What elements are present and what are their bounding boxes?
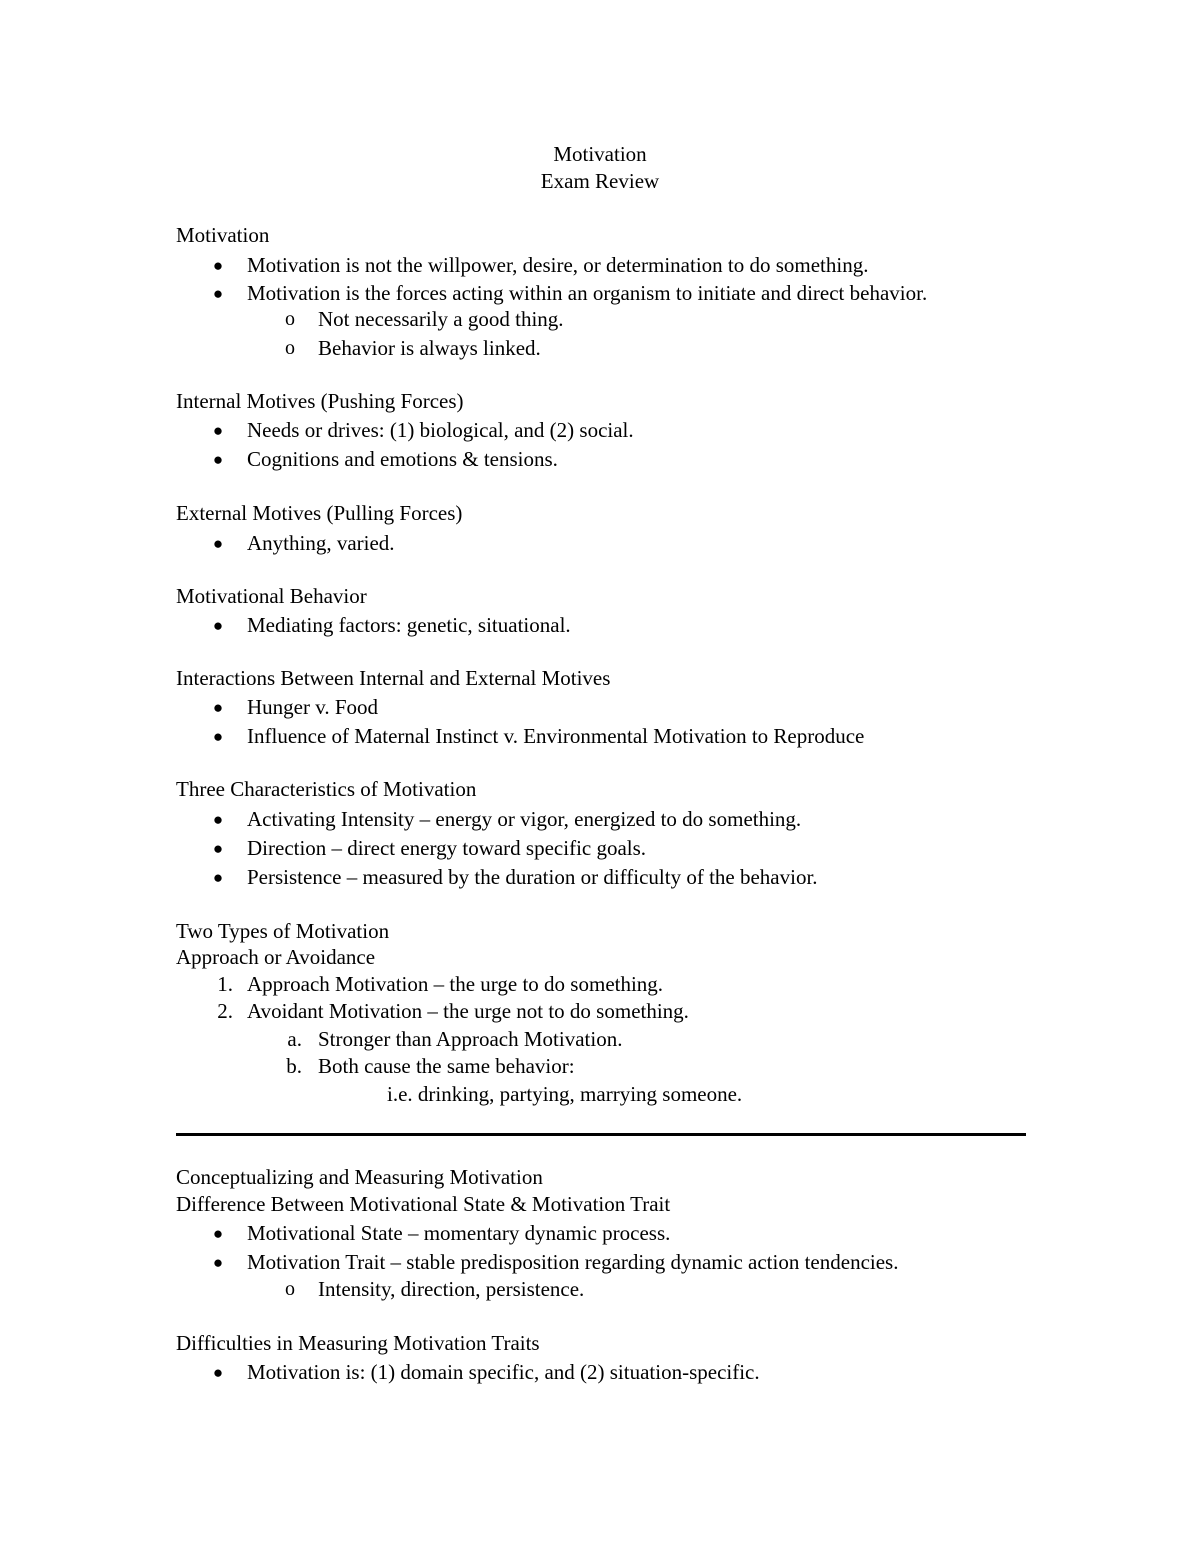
list-item: Avoidant Motivation – the urge not to do something. (247, 999, 689, 1023)
list-item: Activating Intensity – energy or vigor, energized to do something. (247, 807, 802, 831)
section-heading-motivation: Motivation (176, 223, 270, 247)
section-heading-conceptualizing: Conceptualizing and Measuring Motivation (176, 1165, 543, 1189)
sub-list-item: Behavior is always linked. (318, 336, 541, 360)
circle-bullet-icon: o (285, 337, 295, 359)
section-subheading-approach-avoidance: Approach or Avoidance (176, 945, 376, 969)
bullet-icon: ● (212, 1253, 224, 1272)
sub-list-item: Intensity, direction, persistence. (318, 1277, 585, 1301)
section-heading-motivational-behavior: Motivational Behavior (176, 584, 367, 608)
list-letter: b. (286, 1054, 302, 1078)
bullet-icon: ● (212, 1224, 224, 1243)
page-subtitle: Exam Review (540, 169, 660, 193)
sub-list-item: Not necessarily a good thing. (318, 307, 564, 331)
list-item: Influence of Maternal Instinct v. Environmental Motivation to Reproduce (247, 724, 865, 748)
bullet-icon: ● (212, 868, 224, 887)
list-item: Motivation Trait – stable predisposition regarding dynamic action tendencies. (247, 1250, 899, 1274)
list-item: Motivational State – momentary dynamic process. (247, 1221, 671, 1245)
sub-list-item: Both cause the same behavior: (318, 1054, 575, 1078)
bullet-icon: ● (212, 284, 224, 303)
list-item: Needs or drives: (1) biological, and (2) social. (247, 418, 634, 442)
list-item: Cognitions and emotions & tensions. (247, 447, 558, 471)
bullet-icon: ● (212, 421, 224, 440)
page-title: Motivation (553, 142, 647, 166)
bullet-icon: ● (212, 616, 224, 635)
list-item: Anything, varied. (247, 531, 395, 555)
list-letter: a. (287, 1027, 302, 1051)
list-item: Direction – direct energy toward specific goals. (247, 836, 647, 860)
section-heading-internal-motives: Internal Motives (Pushing Forces) (176, 389, 464, 413)
bullet-icon: ● (212, 727, 224, 746)
list-item: Approach Motivation – the urge to do something. (247, 972, 664, 996)
section-heading-three-characteristics: Three Characteristics of Motivation (176, 777, 477, 801)
list-number: 2. (217, 999, 233, 1023)
bullet-icon: ● (212, 450, 224, 469)
list-number: 1. (217, 972, 233, 996)
horizontal-divider (176, 1133, 1026, 1136)
list-item: Motivation is the forces acting within an organism to initiate and direct behavior. (247, 281, 928, 305)
section-heading-difficulties: Difficulties in Measuring Motivation Traits (176, 1331, 540, 1355)
bullet-icon: ● (212, 698, 224, 717)
title-block (0, 141, 1200, 195)
list-item: Motivation is: (1) domain specific, and (2) situation-specific. (247, 1360, 760, 1384)
section-heading-external-motives: External Motives (Pulling Forces) (176, 501, 463, 525)
bullet-icon: ● (212, 256, 224, 275)
list-item: Motivation is not the willpower, desire, or determination to do something. (247, 253, 869, 277)
section-heading-interactions: Interactions Between Internal and External Motives (176, 666, 611, 690)
bullet-icon: ● (212, 1363, 224, 1382)
bullet-icon: ● (212, 810, 224, 829)
sub-list-item: Stronger than Approach Motivation. (318, 1027, 623, 1051)
bullet-icon: ● (212, 534, 224, 553)
example-line: i.e. drinking, partying, marrying someone. (387, 1082, 743, 1106)
list-item: Hunger v. Food (247, 695, 379, 719)
bullet-icon: ● (212, 839, 224, 858)
circle-bullet-icon: o (285, 1278, 295, 1300)
section-heading-two-types: Two Types of Motivation (176, 919, 390, 943)
circle-bullet-icon: o (285, 308, 295, 330)
list-item: Persistence – measured by the duration or difficulty of the behavior. (247, 865, 818, 889)
list-item: Mediating factors: genetic, situational. (247, 613, 571, 637)
section-subheading-state-vs-trait: Difference Between Motivational State & Motivation Trait (176, 1192, 671, 1216)
